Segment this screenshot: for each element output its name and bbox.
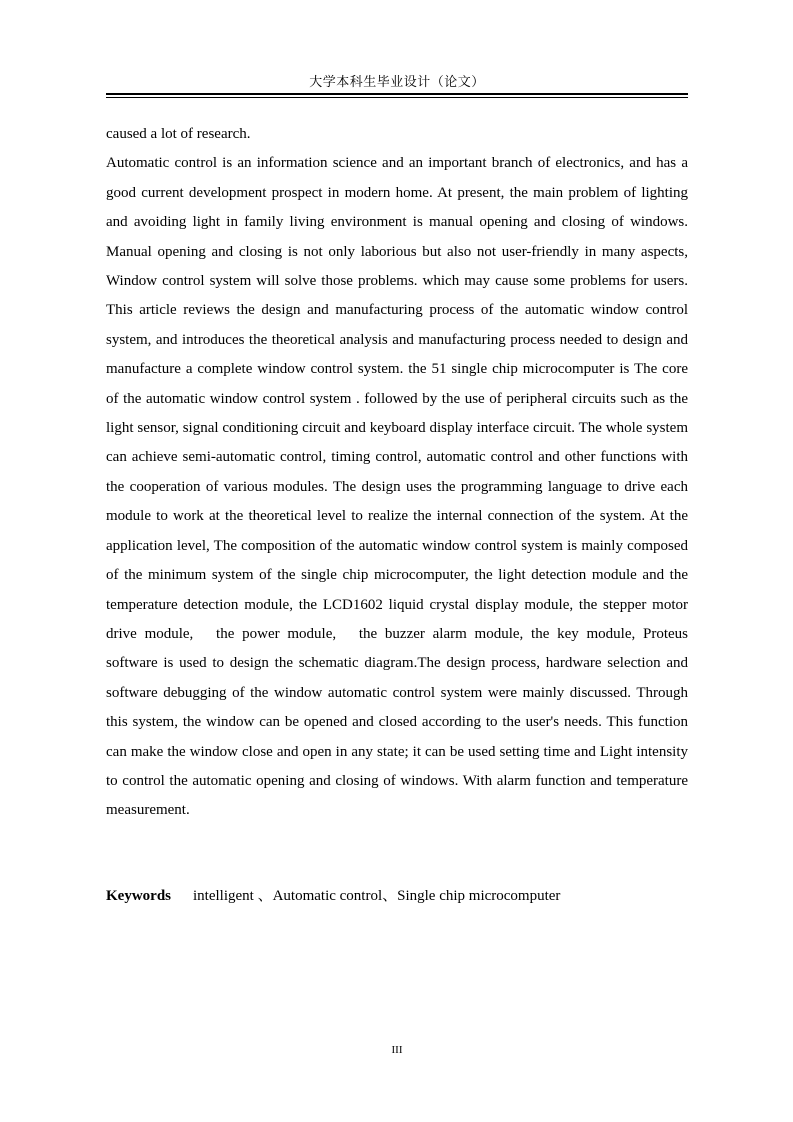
keywords-line (106, 882, 688, 911)
header-rule-thick (106, 93, 688, 95)
header-rule-thin (106, 97, 688, 98)
abstract-paragraph: Automatic control is an information science and an important branch of electronics, and has a good current development prospect in modern home. At present, the main problem of lighting and avoiding light in family living environment is manual opening and closing of windows. Manual opening and closing is not only laborious but also not user-friendly in many aspects, Window control system will solve those problems. which may cause some problems for users. This article reviews the design and manufacturing process of the automatic window control system, and introduces the theoretical analysis and manufacturing process needed to design and manufacture a complete window control system. the 51 single chip microcomputer is The core of the automatic window control system . followed by the use of peripheral circuits such as the light sensor, signal conditioning circuit and keyboard display interface circuit. The whole system can achieve semi-automatic control, timing control, automatic control and other functions with the cooperation of various modules. The design uses the programming language to drive each module to work at the theoretical level to realize the internal connection of the system. At the application level, The composition of the automatic window control system is mainly composed of the minimum system of the single chip microcomputer, the light detection module and the temperature detection module, the LCD1602 liquid crystal display module, the stepper motor drive module, the power module, the buzzer alarm module, the key module, Proteus software is used to design the schematic diagram.The design process, hardware selection and software debugging of the window automatic control system were mainly discussed. Through this system, the window can be opened and closed according to the user's needs. This function can make the window close and open in any state; it can be used setting time and Light intensity to control the automatic opening and closing of windows. With alarm function and temperature measurement. (106, 155, 688, 819)
running-header: 大学本科生毕业设计（论文） (309, 74, 485, 89)
page-number: III (391, 1044, 403, 1056)
keywords-label: Keywords (106, 888, 171, 904)
keywords-value: intelligent 、Automatic control、Single chip microcomputer (193, 888, 561, 904)
continued-line: caused a lot of research. (106, 126, 251, 142)
abstract-body (106, 120, 688, 826)
